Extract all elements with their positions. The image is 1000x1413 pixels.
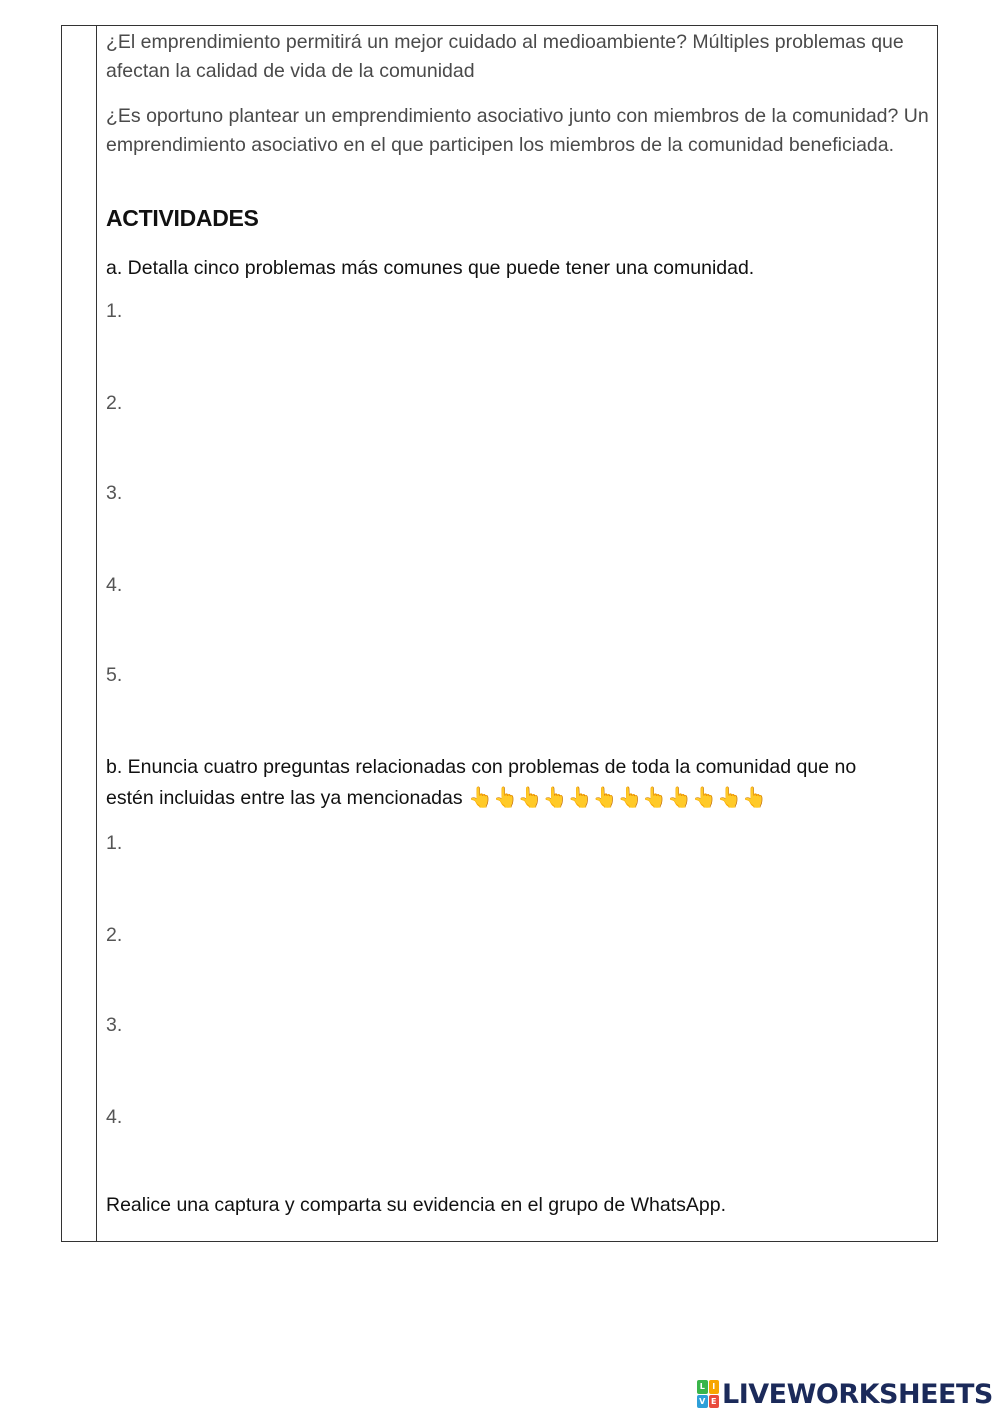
closing-instruction: Realice una captura y comparta su evidencia en el grupo de WhatsApp. — [106, 1194, 727, 1216]
section-a-item-1[interactable]: 1. — [106, 300, 123, 322]
section-b-prompt-line1: b. Enuncia cuatro preguntas relacionadas con problemas de toda la comunidad que no — [106, 756, 857, 778]
logo-mark-icon — [697, 1380, 719, 1408]
section-b-prompt — [106, 752, 936, 814]
pointing-hand-icons: 👆👆👆👆👆👆👆👆👆👆👆👆 — [468, 787, 767, 809]
section-a-item-3[interactable]: 3. — [106, 482, 123, 504]
section-a-item-4[interactable]: 4. — [106, 574, 123, 596]
section-b-item-4[interactable]: 4. — [106, 1106, 123, 1128]
section-a-item-2[interactable]: 2. — [106, 392, 123, 414]
intro-paragraph-1: ¿El emprendimiento permitirá un mejor cuidado al medioambiente? Múltiples problemas que afectan la calidad de vida de la comunidad — [106, 31, 904, 82]
logo-letter-e: E — [709, 1395, 720, 1409]
logo-letter-i: I — [709, 1380, 720, 1394]
section-b-prompt-line2: estén incluidas entre las ya mencionadas — [106, 787, 463, 809]
intro-paragraph-2: ¿Es oportuno plantear un emprendimiento asociativo junto con miembros de la comunidad? Un emprendimiento asociativo en el que participen los miembros de la comunidad beneficiada. — [106, 105, 929, 156]
logo-text: LIVEWORKSHEETS — [722, 1378, 993, 1410]
logo-letter-v: V — [697, 1395, 708, 1409]
section-a-prompt: a. Detalla cinco problemas más comunes que puede tener una comunidad. — [106, 257, 755, 279]
logo-letter-l: L — [697, 1380, 708, 1394]
section-b-item-2[interactable]: 2. — [106, 924, 123, 946]
section-a-item-5[interactable]: 5. — [106, 664, 123, 686]
liveworksheets-logo — [697, 1378, 993, 1410]
intro-section — [106, 28, 930, 160]
column-divider — [96, 25, 97, 1242]
section-b-item-1[interactable]: 1. — [106, 832, 123, 854]
section-b-item-3[interactable]: 3. — [106, 1014, 123, 1036]
activities-heading: ACTIVIDADES — [106, 205, 259, 231]
